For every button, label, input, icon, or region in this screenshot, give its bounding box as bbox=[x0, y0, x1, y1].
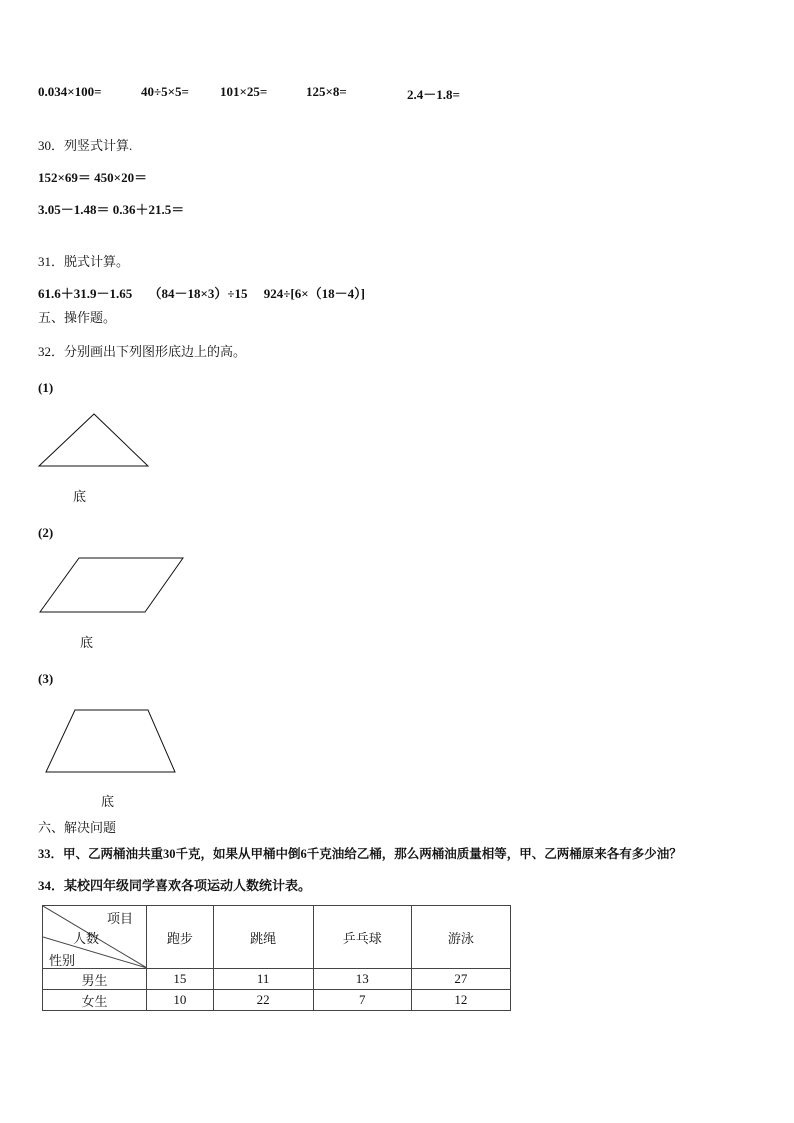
trapezoid-shape bbox=[43, 706, 179, 776]
table-cell: 22 bbox=[213, 990, 313, 1011]
q33-text: 33．甲、乙两桶油共重30千克，如果从甲桶中倒6千克油给乙桶，那么两桶油质量相等，甲、乙两桶原来各有多少油？ bbox=[38, 847, 682, 861]
corner-label-count: 人数 bbox=[73, 931, 100, 946]
column-header: 乒乓球 bbox=[313, 906, 411, 969]
sports-stats-table bbox=[42, 905, 511, 1011]
triangle-shape bbox=[36, 410, 152, 470]
table-row bbox=[43, 990, 511, 1011]
table-cell: 7 bbox=[313, 990, 411, 1011]
table-row bbox=[43, 969, 511, 990]
q32-item2-base-label: 底 bbox=[80, 635, 94, 650]
oral-calc-1: 0.034×100= bbox=[38, 84, 102, 99]
q32-item1-base-label: 底 bbox=[73, 489, 87, 504]
column-header: 跳绳 bbox=[213, 906, 313, 969]
q32-title: 32．分别画出下列图形底边上的高。 bbox=[38, 344, 247, 359]
q34-title: 34．某校四年级同学喜欢各项运动人数统计表。 bbox=[38, 878, 312, 893]
oral-calc-5: 2.4－1.8= bbox=[407, 87, 460, 102]
corner-label-gender: 性别 bbox=[49, 953, 76, 968]
table-corner-cell bbox=[43, 906, 147, 969]
q31-title: 31．脱式计算。 bbox=[38, 254, 130, 269]
row-label: 女生 bbox=[43, 990, 147, 1011]
parallelogram-shape bbox=[36, 555, 188, 615]
oral-calc-4: 125×8= bbox=[306, 84, 347, 99]
q32-item3-number: (3) bbox=[38, 671, 54, 686]
q32-item1-number: (1) bbox=[38, 380, 54, 395]
q32-item2-number: (2) bbox=[38, 525, 54, 540]
section5-heading: 五、操作题。 bbox=[38, 310, 117, 325]
oral-calc-2: 40÷5×5= bbox=[141, 84, 189, 99]
column-header: 游泳 bbox=[411, 906, 510, 969]
q31-line1: 61.6＋31.9－1.65 （84－18×3）÷15 924÷[6×（18－4）] bbox=[38, 286, 365, 301]
table-cell: 27 bbox=[411, 969, 510, 990]
q30-line2: 3.05－1.48＝ 0.36＋21.5＝ bbox=[38, 202, 185, 217]
section6-heading: 六、解决问题 bbox=[38, 820, 117, 835]
table-cell: 11 bbox=[213, 969, 313, 990]
row-label: 男生 bbox=[43, 969, 147, 990]
column-header: 跑步 bbox=[147, 906, 213, 969]
oral-calc-3: 101×25= bbox=[220, 84, 268, 99]
q30-title: 30．列竖式计算. bbox=[38, 138, 133, 153]
table-cell: 13 bbox=[313, 969, 411, 990]
table-cell: 15 bbox=[147, 969, 213, 990]
q30-line1: 152×69＝ 450×20＝ bbox=[38, 170, 148, 185]
corner-label-item: 项目 bbox=[107, 911, 134, 926]
table-cell: 12 bbox=[411, 990, 510, 1011]
table-cell: 10 bbox=[147, 990, 213, 1011]
q32-item3-base-label: 底 bbox=[101, 794, 115, 809]
